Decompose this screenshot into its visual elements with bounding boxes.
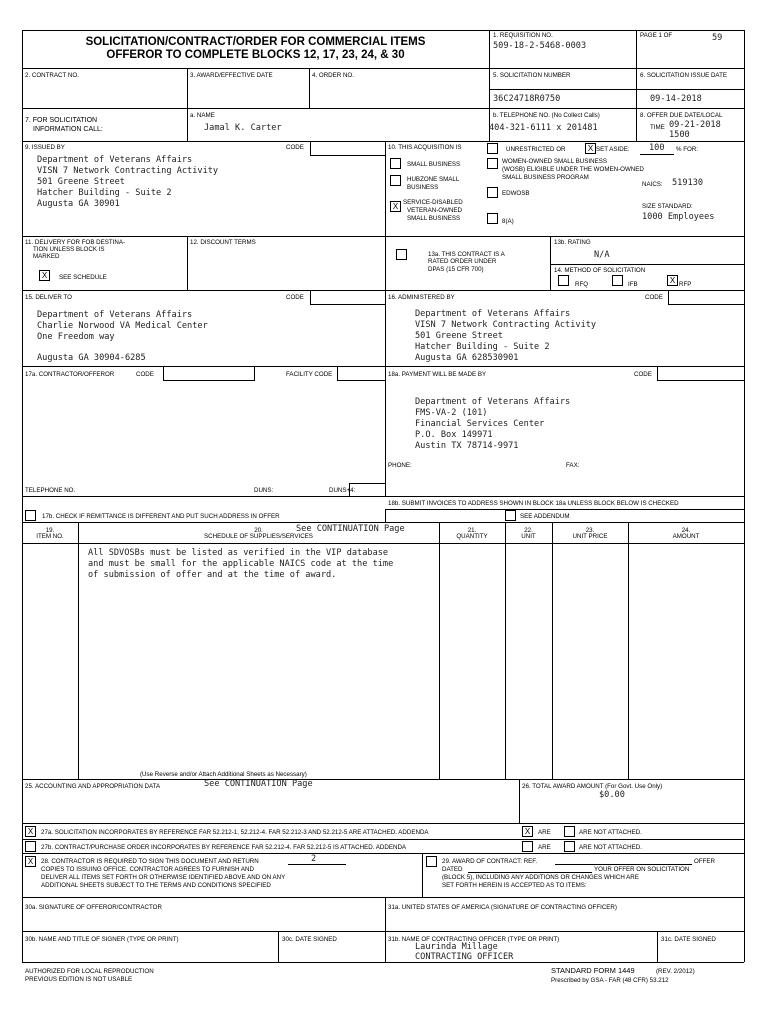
offer-due-label: 8. OFFER DUE DATE/LOCAL: [640, 112, 723, 119]
size-standard-value: 1000 Employees: [642, 212, 715, 222]
clause-27a-text: 27a. SOLICITATION INCORPORATES BY REFERENCE FAR 52.212-1, 52.212-4. FAR 52.212-3 AND 52.212-5 ARE ATTACHED. ADDENDA: [41, 829, 429, 836]
percent-for-label: % FOR:: [676, 146, 699, 153]
rated-order-label-3: DPAS (15 CFR 700): [428, 266, 484, 273]
schedule-line-2: and must be small for the applicable NAICS code at the time: [88, 559, 394, 569]
signer-name-label: 30b. NAME AND TITLE OF SIGNER (TYPE OR PRINT): [25, 936, 179, 943]
telephone-label: b. TELEPHONE NO. (No Collect Calls): [493, 112, 600, 119]
contractor-telephone-label: TELEPHONE NO.: [25, 487, 76, 494]
administered-by-line-1: Department of Veterans Affairs: [415, 309, 571, 319]
wosb-checkbox[interactable]: [487, 158, 498, 169]
order-no-label: 4. ORDER NO.: [312, 72, 354, 79]
sdvosb-checkbox[interactable]: X: [390, 201, 401, 212]
clause-29-your-offer: YOUR OFFER ON SOLICITATION: [594, 866, 690, 873]
clause-28-line-3: DELIVER ALL ITEMS SET FORTH OR OTHERWISE IDENTIFIED ABOVE AND ON ANY: [41, 874, 286, 881]
col23-label: UNIT PRICE: [572, 533, 608, 540]
col24-num: 24.: [681, 527, 691, 534]
payment-phone-label: PHONE:: [388, 462, 412, 469]
wosb-label-2: (WOSB) ELIGIBLE UNDER THE WOMEN-OWNED: [502, 166, 644, 173]
delivery-label-2: TION UNLESS BLOCK IS: [33, 246, 105, 253]
payment-line-4: P.O. Box 149971: [415, 430, 493, 440]
submit-invoices-label: 18b. SUBMIT INVOICES TO ADDRESS SHOWN IN BLOCK 18a UNLESS BLOCK BELOW IS CHECKED: [388, 500, 679, 507]
clause-27b-are-not: ARE NOT ATTACHED.: [579, 844, 642, 851]
remittance-label: 17b. CHECK IF REMITTANCE IS DIFFERENT AND PUT SUCH ADDRESS IN OFFER: [42, 513, 280, 520]
deliver-to-label: 15. DELIVER TO: [25, 294, 72, 301]
clause-28-checkbox[interactable]: X: [25, 856, 36, 867]
officer-date-label: 31c. DATE SIGNED: [661, 936, 716, 943]
see-addendum-label: SEE ADDENDUM: [520, 513, 570, 520]
issued-by-line-4: Hatcher Building - Suite 2: [37, 188, 172, 198]
edwosb-label: EDWOSB: [502, 190, 530, 197]
set-aside-checkbox[interactable]: X: [585, 143, 596, 154]
officer-title-value: CONTRACTING OFFICER: [415, 952, 514, 962]
offer-due-time-label: TIME: [650, 124, 665, 131]
sdvosb-label-1: SERVICE-DISABLED: [403, 199, 463, 206]
payment-label: 18a. PAYMENT WILL BE MADE BY: [388, 371, 487, 378]
form-title-line2: OFFEROR TO COMPLETE BLOCKS 12, 17, 23, 24, & 30: [106, 49, 405, 61]
method-label: 14. METHOD OF SOLICITATION: [554, 267, 646, 274]
officer-name-value: Laurinda Millage: [415, 942, 498, 952]
col22-num: 22.: [524, 527, 533, 534]
discount-terms-label: 12. DISCOUNT TERMS: [190, 239, 256, 246]
clause-28-copies[interactable]: 2: [311, 854, 317, 864]
administered-by-code-label: CODE: [645, 294, 663, 301]
schedule-line-1: All SDVOSBs must be listed as verified in the VIP database: [88, 548, 389, 558]
contractor-code-label: CODE: [136, 371, 154, 378]
footer-edition: PREVIOUS EDITION IS NOT USABLE: [25, 976, 133, 983]
small-business-label: SMALL BUSINESS: [407, 161, 461, 168]
administered-by-line-5: Augusta GA 628530901: [415, 353, 519, 363]
col20-label: SCHEDULE OF SUPPLIES/SERVICES: [204, 533, 313, 540]
administered-by-label: 16. ADMINISTERED BY: [388, 294, 455, 301]
contact-name-value[interactable]: Jamal K. Carter: [204, 123, 282, 133]
set-aside-percent[interactable]: 100: [649, 143, 665, 153]
clause-28-line-1: 28. CONTRACTOR IS REQUIRED TO SIGN THIS DOCUMENT AND RETURN: [41, 858, 259, 865]
offer-due-time[interactable]: 1500: [669, 130, 690, 140]
percent-underline: [640, 154, 674, 155]
clause-28-line-4: ADDITIONAL SHEETS SUBJECT TO THE TERMS AND CONDITIONS SPECIFIED: [41, 882, 271, 889]
rated-order-label-1: 13a. THIS CONTRACT IS A: [428, 251, 505, 258]
col23-num: 23.: [585, 527, 595, 534]
deliver-to-line-2: Charlie Norwood VA Medical Center: [37, 321, 208, 331]
award-date-label: 3. AWARD/EFFECTIVE DATE: [190, 72, 273, 79]
total-award-value: $0.00: [599, 790, 625, 800]
contractor-label: 17a. CONTRACTOR/OFFEROR: [25, 371, 115, 378]
clause-27a-are-checkbox[interactable]: X: [522, 826, 533, 837]
clause-27b-are: ARE: [538, 844, 551, 851]
col19-num: 19.: [45, 527, 55, 534]
duns-label: DUNS:: [254, 487, 274, 494]
payment-line-3: Financial Services Center: [415, 419, 545, 429]
payment-fax-label: FAX:: [566, 462, 580, 469]
clause-27a-are-not: ARE NOT ATTACHED.: [579, 829, 642, 836]
offer-due-date[interactable]: 09-21-2018: [669, 120, 721, 130]
clause-27b-text: 27b. CONTRACT/PURCHASE ORDER INCORPORATES BY REFERENCE FAR 52.212-4. FAR 52.212-5 IS ATTACHED. ADDENDA: [41, 844, 407, 851]
administered-by-line-2: VISN 7 Network Contracting Activity: [415, 320, 597, 330]
rfq-checkbox[interactable]: [558, 275, 569, 286]
small-business-checkbox[interactable]: [390, 158, 401, 169]
contract-no-label: 2. CONTRACT NO.: [25, 72, 79, 79]
hubzone-label-1: HUBZONE SMALL: [407, 176, 460, 183]
duns4-label: DUNS+4:: [329, 487, 356, 494]
requisition-label: 1. REQUISITION NO.: [493, 32, 553, 39]
issued-by-line-1: Department of Veterans Affairs: [37, 155, 193, 165]
hubzone-checkbox[interactable]: [390, 175, 401, 186]
acquisition-label: 10. THIS ACQUISITION IS: [388, 144, 462, 151]
administered-by-line-4: Hatcher Building - Suite 2: [415, 342, 550, 352]
clause-27b-are-checkbox[interactable]: [522, 841, 533, 852]
issue-date-label: 6. SOLICITATION ISSUE DATE: [640, 72, 727, 79]
signature-offeror-label: 30a. SIGNATURE OF OFFEROR/CONTRACTOR: [25, 904, 162, 911]
issued-by-line-5: Augusta GA 30901: [37, 199, 120, 209]
footer-prescribed: Prescribed by GSA - FAR (48 CFR) 53.212: [551, 977, 669, 984]
rated-order-checkbox[interactable]: [396, 249, 407, 260]
rfp-label: RFP: [679, 281, 692, 288]
col21-label: QUANTITY: [456, 533, 488, 540]
sdvosb-label-2: VETERAN-OWNED: [407, 207, 463, 214]
payment-line-1: Department of Veterans Affairs: [415, 397, 571, 407]
form-title-line1: SOLICITATION/CONTRACT/ORDER FOR COMMERCIAL ITEMS: [85, 36, 426, 48]
requisition-value[interactable]: 509-18-2-5468-0003: [493, 41, 587, 51]
clause-29-dated: DATED: [442, 866, 463, 873]
eight-a-checkbox[interactable]: [487, 213, 498, 224]
unrestricted-label: UNRESTRICTED OR: [506, 146, 566, 153]
facility-code-label: FACILITY CODE: [286, 371, 333, 378]
clause-27a-checkbox[interactable]: X: [25, 826, 36, 837]
rfq-label: RFQ: [575, 281, 589, 288]
see-addendum-checkbox[interactable]: [505, 510, 516, 521]
contact-name-label: a. NAME: [190, 112, 215, 119]
clause-29-offer: OFFER: [694, 858, 715, 865]
col20-num: 20.: [254, 527, 263, 534]
clause-29-line-3: (BLOCK 5), INCLUDING ANY ADDITIONS OR CHANGES WHICH ARE: [442, 874, 639, 881]
hubzone-label-2: BUSINESS: [407, 184, 439, 191]
solicitation-info-label: 7. FOR SOLICITATION: [25, 117, 98, 124]
delivery-label-3: MARKED: [33, 253, 60, 260]
col21-num: 21.: [467, 527, 477, 534]
unrestricted-checkbox[interactable]: [487, 143, 498, 154]
ifb-checkbox[interactable]: [612, 275, 623, 286]
accounting-value: See CONTINUATION Page: [204, 779, 313, 789]
solicitation-no-label: 5. SOLICITATION NUMBER: [493, 72, 571, 79]
see-schedule-checkbox[interactable]: X: [39, 270, 50, 281]
rating-value: N/A: [594, 250, 610, 260]
accounting-label: 25. ACCOUNTING AND APPROPRIATION DATA: [25, 783, 161, 790]
payment-code-label: CODE: [634, 371, 652, 378]
remittance-checkbox[interactable]: [25, 510, 36, 521]
signer-date-label: 30c. DATE SIGNED: [282, 936, 337, 943]
set-aside-label: SET ASIDE:: [596, 146, 630, 153]
issue-date-value[interactable]: 09-14-2018: [650, 94, 702, 104]
deliver-to-line-1: Department of Veterans Affairs: [37, 310, 193, 320]
officer-name-label: 31b. NAME OF CONTRACTING OFFICER (TYPE OR PRINT): [388, 936, 560, 943]
page-label: PAGE 1 OF: [640, 32, 673, 39]
clause-27a-are: ARE: [538, 829, 551, 836]
col24-label: AMOUNT: [672, 533, 700, 540]
ifb-label: IFB: [628, 281, 638, 288]
payment-line-2: FMS-VA-2 (101): [415, 408, 488, 418]
telephone-value[interactable]: 404-321-6111 x 201481: [489, 123, 598, 133]
see-continuation-header: See CONTINUATION Page: [296, 524, 405, 534]
rfp-checkbox[interactable]: X: [667, 275, 678, 286]
deliver-to-line-3: One Freedom way: [37, 332, 115, 342]
clause-29-checkbox[interactable]: [426, 856, 437, 867]
naics-value: 519130: [672, 178, 704, 188]
col19-label: ITEM NO.: [36, 533, 64, 540]
wosb-label-3: SMALL BUSINESS PROGRAM: [502, 174, 589, 181]
solicitation-info-label-2: INFORMATION CALL:: [33, 126, 103, 133]
payment-line-5: Austin TX 78714-9971: [415, 441, 519, 451]
clause-27a-are-not-checkbox[interactable]: [564, 826, 575, 837]
see-schedule-label: SEE SCHEDULE: [59, 274, 107, 281]
edwosb-checkbox[interactable]: [487, 187, 498, 198]
wosb-label-1: WOMEN-OWNED SMALL BUSINESS: [502, 158, 607, 165]
eight-a-label: 8(A): [502, 218, 514, 225]
total-award-label: 26. TOTAL AWARD AMOUNT (For Govt. Use Only): [522, 783, 663, 790]
sdvosb-label-3: SMALL BUSINESS: [407, 215, 461, 222]
reverse-note: (Use Reverse and/or Attach Additional Sheets as Necessary): [140, 771, 307, 778]
naics-label: NAICS:: [642, 181, 663, 188]
solicitation-no-value[interactable]: 36C24718R0750: [493, 94, 561, 104]
col22-label: UNIT: [521, 533, 536, 540]
rated-order-label-2: RATED ORDER UNDER: [428, 258, 497, 265]
issued-by-code-label: CODE: [286, 144, 304, 151]
deliver-to-code-label: CODE: [286, 294, 304, 301]
issued-by-line-2: VISN 7 Network Contracting Activity: [37, 166, 219, 176]
page-total: 59: [712, 33, 723, 43]
footer-form-name: STANDARD FORM 1449: [551, 966, 635, 975]
size-standard-label: SIZE STANDARD:: [642, 203, 693, 210]
footer-reproduction: AUTHORIZED FOR LOCAL REPRODUCTION: [25, 968, 154, 975]
signature-officer-label: 31a. UNITED STATES OF AMERICA (SIGNATURE OF CONTRACTING OFFICER): [388, 904, 617, 911]
administered-by-line-3: 501 Greene Street: [415, 331, 503, 341]
issued-by-label: 9. ISSUED BY: [25, 144, 65, 151]
clause-27b-are-not-checkbox[interactable]: [564, 841, 575, 852]
delivery-label-1: 11. DELIVERY FOR FOB DESTINA-: [25, 239, 126, 246]
deliver-to-line-5: Augusta GA 30904-6285: [37, 353, 146, 363]
footer-revision: (REV. 2/2012): [656, 968, 695, 975]
clause-28-line-2: COPIES TO ISSUING OFFICE. CONTRACTOR AGREES TO FURNISH AND: [41, 866, 254, 873]
issued-by-line-3: 501 Greene Street: [37, 177, 125, 187]
schedule-line-3: of submission of offer and at the time of award.: [88, 570, 337, 580]
rating-label: 13b. RATING: [554, 239, 591, 246]
clause-29-line-4: SET FORTH HEREIN IS ACCEPTED AS TO ITEMS:: [442, 882, 587, 889]
clause-29-line-1: 29. AWARD OF CONTRACT: REF.: [442, 858, 538, 865]
clause-27b-checkbox[interactable]: [25, 841, 36, 852]
